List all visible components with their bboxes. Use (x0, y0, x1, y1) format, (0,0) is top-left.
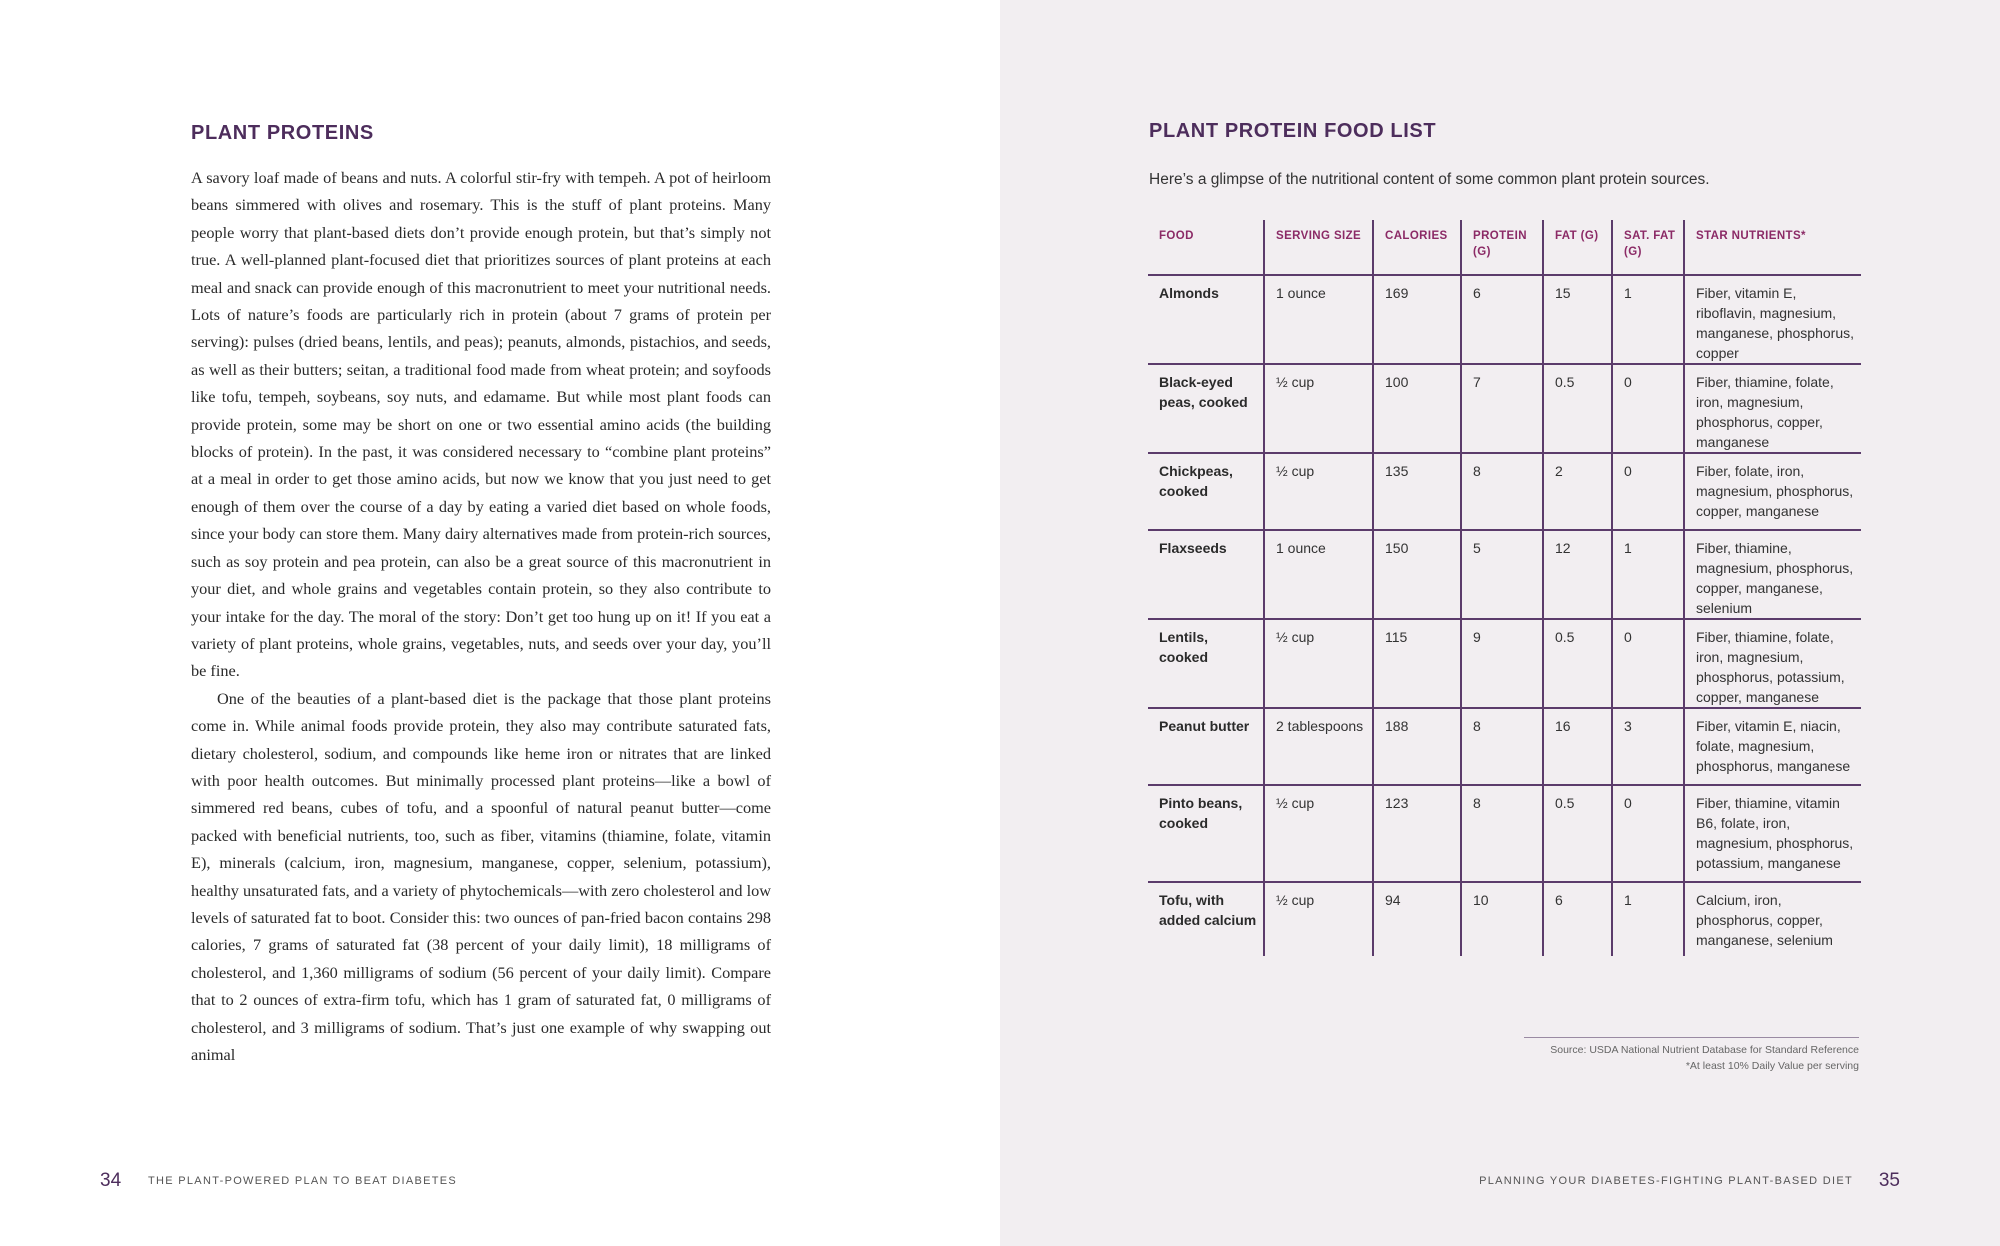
paragraph: One of the beauties of a plant-based diet is the package that those plant proteins come in. While animal foods provide protein, they also may contribute saturated fats, dietary cholesterol, sodium, and compounds like heme iron or nitrates that are linked with poor health outcomes. But minimally processed plant proteins—like a bowl of simmered red beans, cubes of tofu, and a spoonful of natural peanut butter—come packed with beneficial nutrients, too, such as fiber, vitamins (thiamine, folate, vitamin E), minerals (calcium, iron, magnesium, manganese, copper, selenium, potassium), healthy unsaturated fats, and a variety of phytochemicals—with zero cholesterol and low levels of saturated fat to boot. Consider this: two ounces of pan-fried bacon contains 298 calories, 7 grams of saturated fat (38 percent of your daily limit), 18 milligrams of cholesterol, and 1,360 milligrams of sodium (56 percent of your daily limit). Compare that to 2 ounces of extra-firm tofu, which has 1 gram of saturated fat, 0 milligrams of cholesterol, and 3 milligrams of sodium. That’s just one example of why swapping out animal (191, 688, 771, 1064)
cell-food: Lentils, cooked (1148, 619, 1264, 708)
cell-food: Chickpeas, cooked (1148, 453, 1264, 530)
cell-sat-fat: 0 (1612, 453, 1684, 530)
table-row (1148, 364, 1861, 453)
header-sat-fat: SAT. FAT (G) (1612, 220, 1684, 275)
cell-fat: 0.5 (1543, 785, 1612, 882)
source-note: Source: USDA National Nutrient Database for Standard Reference (1550, 1044, 1859, 1056)
cell-fat: 6 (1543, 882, 1612, 956)
table-row (1148, 785, 1861, 882)
cell-protein: 8 (1461, 785, 1543, 882)
cell-serving-size: ½ cup (1264, 453, 1373, 530)
cell-star-nutrients: Fiber, thiamine, vitamin B6, folate, iron, magnesium, phosphorus, potassium, manganese (1684, 785, 1861, 882)
cell-serving-size: ½ cup (1264, 785, 1373, 882)
cell-star-nutrients: Fiber, vitamin E, niacin, folate, magnesium, phosphorus, manganese (1684, 708, 1861, 785)
cell-protein: 7 (1461, 364, 1543, 453)
table-row (1148, 453, 1861, 530)
cell-fat: 16 (1543, 708, 1612, 785)
cell-star-nutrients: Fiber, thiamine, folate, iron, magnesium, phosphorus, copper, manganese (1684, 364, 1861, 453)
cell-protein: 10 (1461, 882, 1543, 956)
table-title: PLANT PROTEIN FOOD LIST (1149, 120, 1437, 142)
right-page (1000, 0, 2000, 1246)
cell-fat: 12 (1543, 530, 1612, 619)
table-row (1148, 882, 1861, 956)
cell-serving-size: ½ cup (1264, 882, 1373, 956)
cell-calories: 169 (1373, 275, 1461, 364)
header-protein: PROTEIN (G) (1461, 220, 1543, 275)
cell-food: Pinto beans, cooked (1148, 785, 1264, 882)
cell-star-nutrients: Fiber, thiamine, magnesium, phosphorus, copper, manganese, selenium (1684, 530, 1861, 619)
running-head: THE PLANT-POWERED PLAN TO BEAT DIABETES (148, 1175, 458, 1187)
cell-serving-size: ½ cup (1264, 619, 1373, 708)
source-note-block (1524, 1037, 1859, 1074)
footnote: *At least 10% Daily Value per serving (1685, 1060, 1859, 1072)
cell-star-nutrients: Fiber, vitamin E, riboflavin, magnesium, manganese, phosphorus, copper (1684, 275, 1861, 364)
cell-serving-size: ½ cup (1264, 364, 1373, 453)
section-title: PLANT PROTEINS (191, 122, 374, 144)
cell-star-nutrients: Fiber, thiamine, folate, iron, magnesium, phosphorus, potassium, copper, manganese (1684, 619, 1861, 708)
cell-food: Peanut butter (1148, 708, 1264, 785)
header-food: FOOD (1148, 220, 1264, 275)
cell-food: Almonds (1148, 275, 1264, 364)
cell-star-nutrients: Calcium, iron, phosphorus, copper, manganese, selenium (1684, 882, 1861, 956)
cell-star-nutrients: Fiber, folate, iron, magnesium, phosphorus, copper, manganese (1684, 453, 1861, 530)
cell-protein: 6 (1461, 275, 1543, 364)
cell-serving-size: 1 ounce (1264, 530, 1373, 619)
cell-fat: 0.5 (1543, 364, 1612, 453)
cell-serving-size: 1 ounce (1264, 275, 1373, 364)
cell-fat: 15 (1543, 275, 1612, 364)
table-row (1148, 275, 1861, 364)
cell-serving-size: 2 tablespoons (1264, 708, 1373, 785)
header-serving-size: SERVING SIZE (1264, 220, 1373, 275)
cell-food: Black-eyed peas, cooked (1148, 364, 1264, 453)
cell-food: Tofu, with added calcium (1159, 892, 1257, 928)
cell-calories: 100 (1373, 364, 1461, 453)
header-fat: FAT (G) (1543, 220, 1612, 275)
cell-calories: 115 (1373, 619, 1461, 708)
cell-calories: 123 (1373, 785, 1461, 882)
cell-sat-fat: 0 (1612, 785, 1684, 882)
cell-sat-fat: 1 (1612, 275, 1684, 364)
cell-calories: 135 (1373, 453, 1461, 530)
running-head: PLANNING YOUR DIABETES-FIGHTING PLANT-BASED DIET (1479, 1175, 1853, 1187)
header-calories: CALORIES (1373, 220, 1461, 275)
table-row (1148, 530, 1861, 619)
nutrition-table (1148, 220, 1861, 956)
body-text (191, 164, 771, 1068)
header-star-nutrients: STAR NUTRIENTS* (1684, 220, 1861, 275)
cell-sat-fat: 0 (1612, 619, 1684, 708)
table-row (1148, 619, 1861, 708)
cell-sat-fat: 0 (1612, 364, 1684, 453)
cell-sat-fat: 3 (1612, 708, 1684, 785)
cell-sat-fat: 1 (1612, 530, 1684, 619)
page-number: 35 (1878, 1170, 1900, 1191)
table-row (1148, 708, 1861, 785)
paragraph: A savory loaf made of beans and nuts. A colorful stir-fry with tempeh. A pot of heirloom beans simmered with olives and rosemary. This is the stuff of plant proteins. Many people worry that plant-based diets don’t provide enough protein, but that’s simply not true. A well-planned plant-focused diet that prioritizes sources of plant proteins at each meal and snack can provide enough of this macronutrient to meet your nutritional needs. Lots of nature’s foods are particularly rich in protein (about 7 grams of protein per serving): pulses (dried beans, lentils, and peas); peanuts, almonds, pistachios, and seeds, as well as their butters; seitan, a traditional food made from wheat protein; and soyfoods like tofu, tempeh, soybeans, soy nuts, and edamame. But while most plant foods can provide protein, some may be short on one or two essential amino acids (the building blocks of protein). In the past, it was considered necessary to “combine plant proteins” at a meal in order to get those amino acids, but now we know that you just need to get enough of them over the course of a day by eating a varied diet based on whole foods, since your body can store them. Many dairy alternatives made from protein-rich sources, such as soy protein and pea protein, can also be a great source of this macronutrient in your diet, and whole grains and vegetables contain protein, so they also contribute to your intake for the day. The moral of the story: Don’t get too hung up on it! If you eat a variety of plant proteins, whole grains, vegetables, nuts, and seeds over your day, you’ll be fine. (191, 168, 771, 681)
cell-sat-fat: 1 (1612, 882, 1684, 956)
cell-calories: 188 (1373, 708, 1461, 785)
table-header-row (1148, 220, 1861, 275)
cell-protein: 8 (1461, 708, 1543, 785)
cell-protein: 8 (1461, 453, 1543, 530)
cell-food: Flaxseeds (1148, 530, 1264, 619)
cell-protein: 5 (1461, 530, 1543, 619)
cell-calories: 150 (1373, 530, 1461, 619)
cell-fat: 0.5 (1543, 619, 1612, 708)
cell-fat: 2 (1543, 453, 1612, 530)
table-intro: Here’s a glimpse of the nutritional content of some common plant protein sources. (1149, 171, 1710, 188)
page-number: 34 (100, 1170, 122, 1191)
cell-protein: 9 (1461, 619, 1543, 708)
cell-calories: 94 (1373, 882, 1461, 956)
